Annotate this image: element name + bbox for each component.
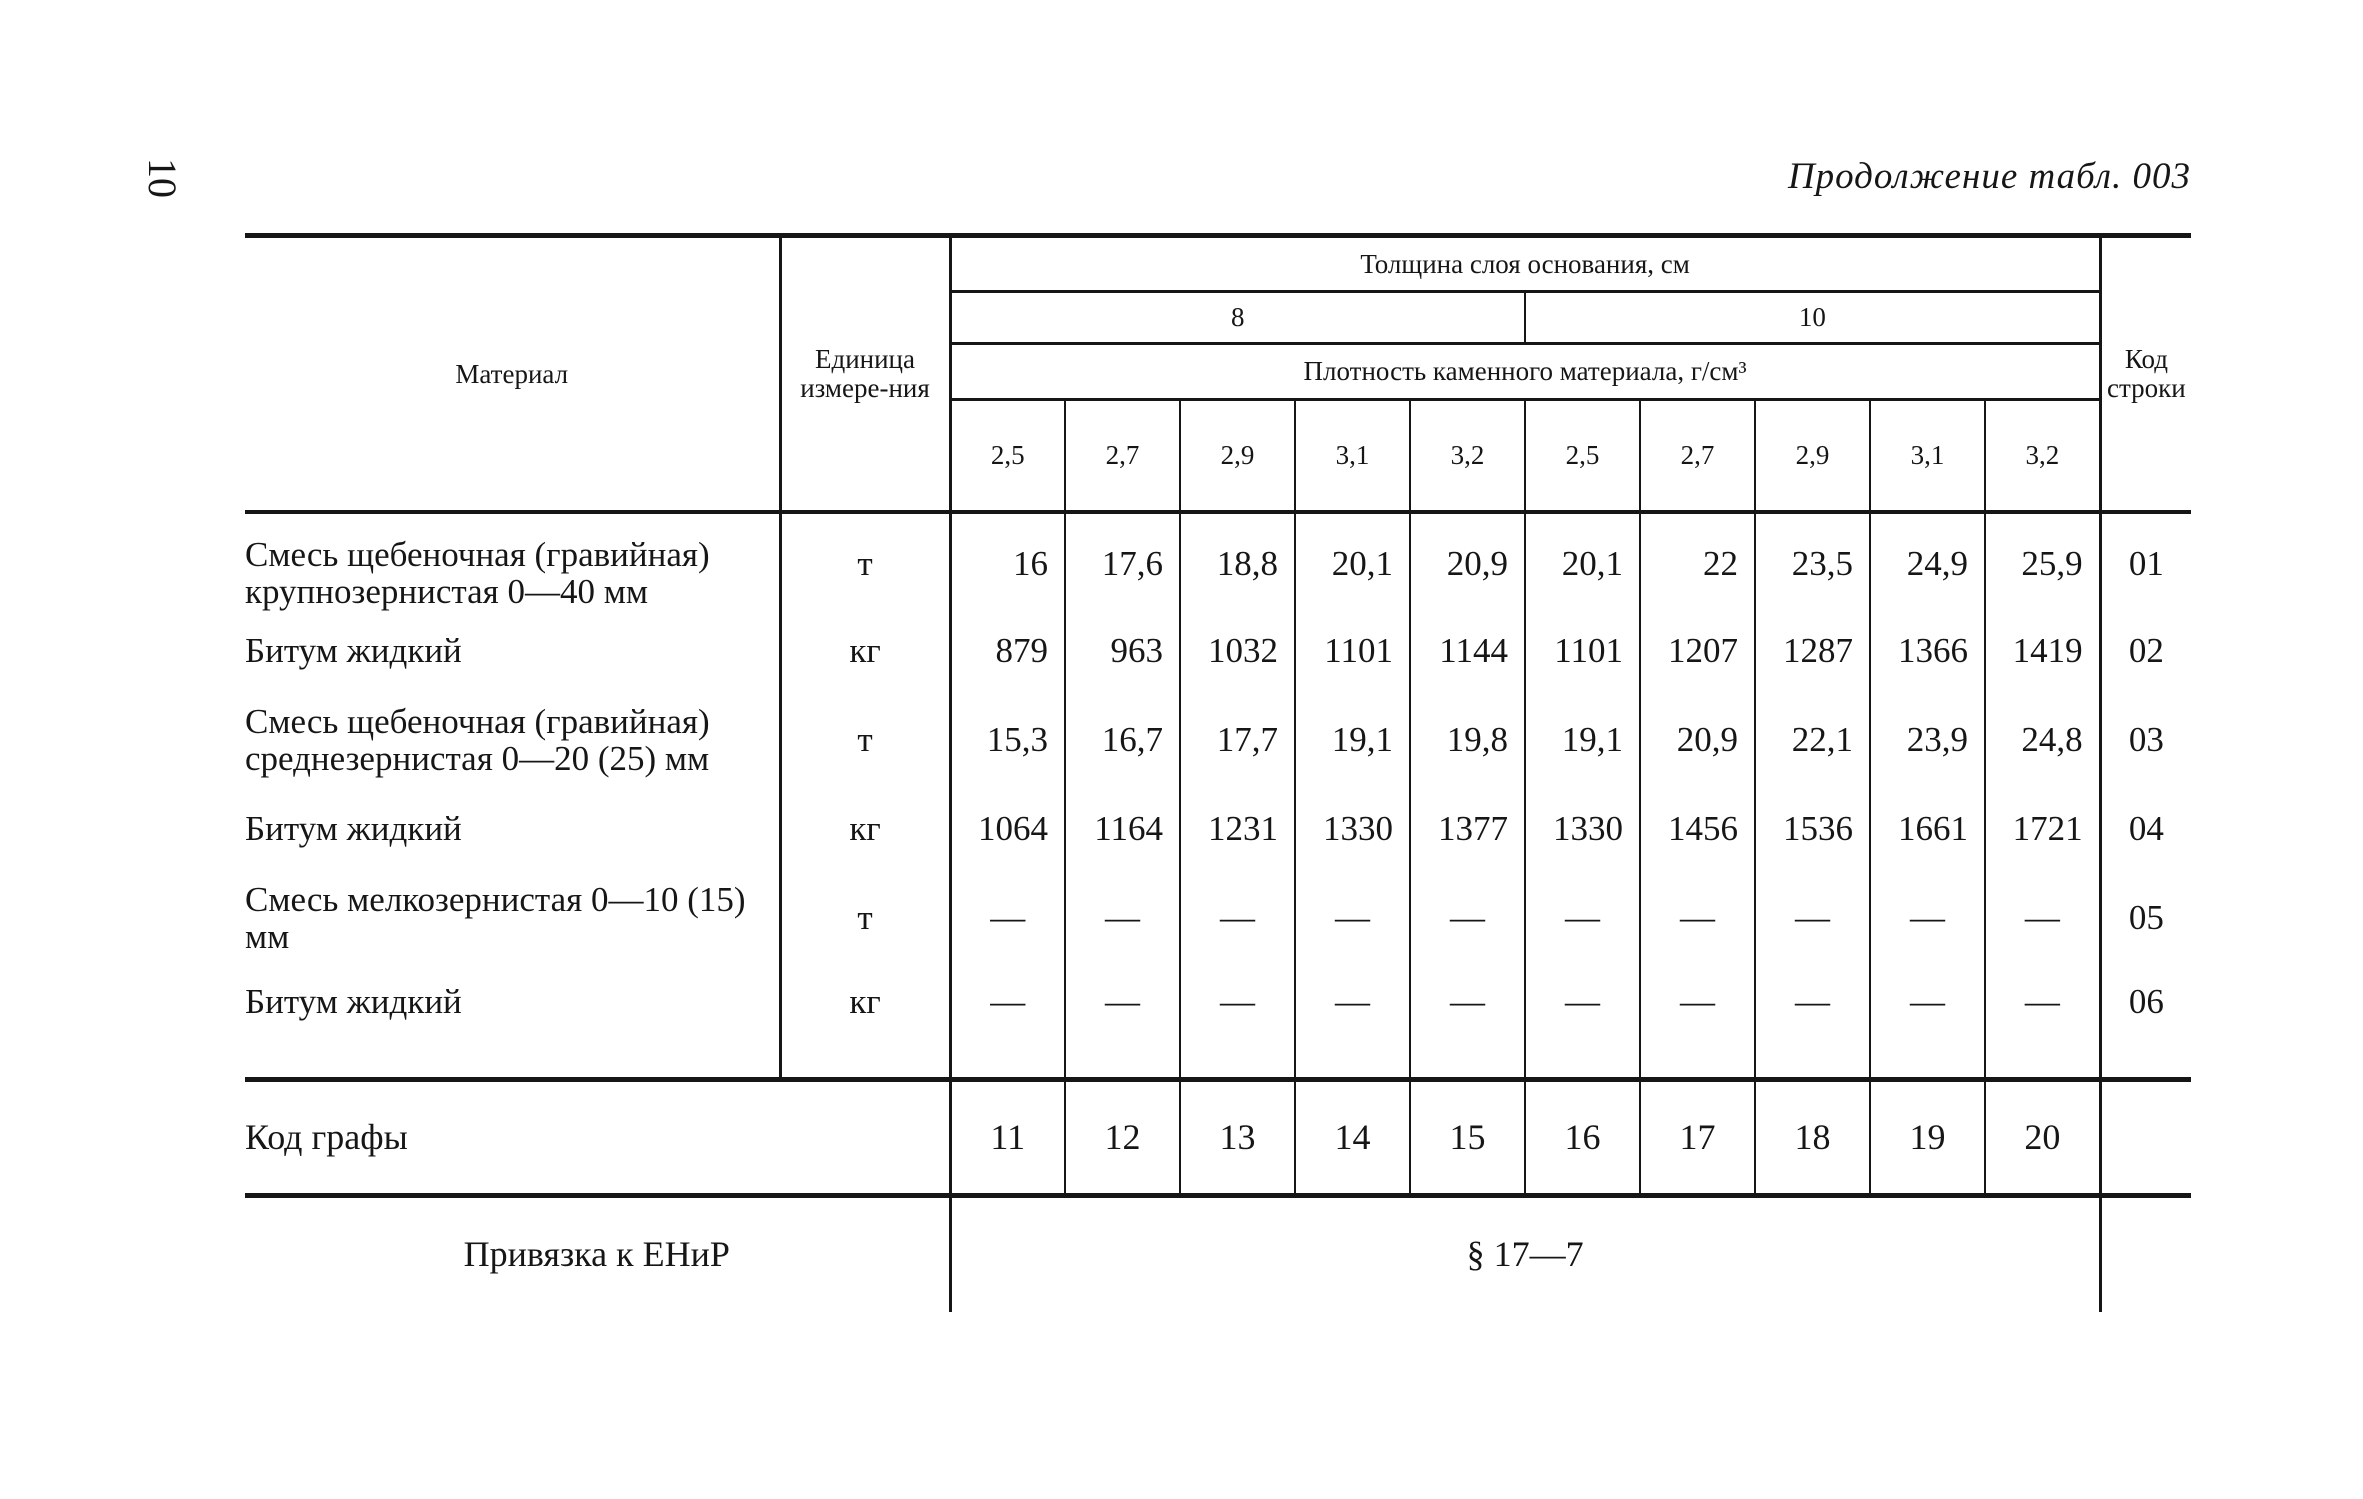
column-code-cell: 11 — [950, 1080, 1065, 1196]
value-cell: 1207 — [1640, 616, 1755, 688]
column-code-cell: 18 — [1755, 1080, 1870, 1196]
column-code-cell: 19 — [1870, 1080, 1985, 1196]
value-cell: 20,1 — [1525, 512, 1640, 616]
value-cell: — — [1640, 972, 1755, 1080]
table-row — [245, 616, 2191, 688]
unit-cell: т — [780, 688, 950, 794]
value-cell: — — [950, 972, 1065, 1080]
row-code-cell: 05 — [2100, 866, 2191, 972]
table-row — [245, 512, 2191, 616]
header-thickness-10: 10 — [1525, 292, 2100, 344]
density-cell: 3,1 — [1870, 400, 1985, 512]
header-unit: Единица измере-ния — [780, 236, 950, 512]
value-cell: — — [950, 866, 1065, 972]
value-cell: 23,9 — [1870, 688, 1985, 794]
material-name: Битум жидкий — [245, 631, 462, 671]
value-cell: 16 — [950, 512, 1065, 616]
value-cell: 20,9 — [1640, 688, 1755, 794]
row-code-cell: 03 — [2100, 688, 2191, 794]
value-cell: — — [1065, 972, 1180, 1080]
header-material: Материал — [245, 236, 780, 512]
column-code-cell: 15 — [1410, 1080, 1525, 1196]
value-cell: 963 — [1065, 616, 1180, 688]
value-cell: — — [1180, 866, 1295, 972]
value-cell: 1064 — [950, 794, 1065, 866]
row-code-cell: 06 — [2100, 972, 2191, 1080]
unit-cell: кг — [780, 972, 950, 1080]
value-cell: 1101 — [1295, 616, 1410, 688]
value-cell: 22 — [1640, 512, 1755, 616]
table-header — [245, 236, 2191, 512]
value-cell: 16,7 — [1065, 688, 1180, 794]
unit-cell: т — [780, 866, 950, 972]
column-code-cell: 14 — [1295, 1080, 1410, 1196]
column-code-cell: 16 — [1525, 1080, 1640, 1196]
value-cell: 20,1 — [1295, 512, 1410, 616]
density-cell: 2,7 — [1065, 400, 1180, 512]
row-code-cell: 04 — [2100, 794, 2191, 866]
value-cell: 1330 — [1295, 794, 1410, 866]
value-cell: 19,1 — [1525, 688, 1640, 794]
value-cell: 24,9 — [1870, 512, 1985, 616]
value-cell: 1536 — [1755, 794, 1870, 866]
value-cell: 1456 — [1640, 794, 1755, 866]
header-density-title: Плотность каменного материала, г/см³ — [950, 344, 2100, 400]
column-codes-label: Код графы — [245, 1080, 950, 1196]
table-row — [245, 866, 2191, 972]
row-code-cell: 02 — [2100, 616, 2191, 688]
continuation-label: Продолжение табл. 003 — [1787, 156, 2191, 197]
unit-cell: т — [780, 512, 950, 616]
value-cell: 15,3 — [950, 688, 1065, 794]
value-cell: 19,1 — [1295, 688, 1410, 794]
value-cell: 1101 — [1525, 616, 1640, 688]
value-cell: 1164 — [1065, 794, 1180, 866]
table-row — [245, 972, 2191, 1080]
value-cell: 1377 — [1410, 794, 1525, 866]
density-cell: 3,2 — [1985, 400, 2100, 512]
value-cell: 1330 — [1525, 794, 1640, 866]
value-cell: 23,5 — [1755, 512, 1870, 616]
norm-table — [245, 233, 2191, 1312]
value-cell: — — [1295, 972, 1410, 1080]
value-cell: — — [1640, 866, 1755, 972]
value-cell: 24,8 — [1985, 688, 2100, 794]
material-name: Битум жидкий — [245, 809, 462, 849]
value-cell: — — [1870, 866, 1985, 972]
column-code-cell: 12 — [1065, 1080, 1180, 1196]
reference-empty — [2100, 1196, 2191, 1312]
value-cell: 1144 — [1410, 616, 1525, 688]
density-cell: 3,2 — [1410, 400, 1525, 512]
value-cell: 17,7 — [1180, 688, 1295, 794]
value-cell: — — [1410, 972, 1525, 1080]
value-cell: 1032 — [1180, 616, 1295, 688]
reference-label: Привязка к ЕНиР — [245, 1196, 950, 1312]
column-code-cell: 17 — [1640, 1080, 1755, 1196]
column-code-cell: 20 — [1985, 1080, 2100, 1196]
column-codes — [245, 1080, 2191, 1312]
value-cell: — — [1985, 972, 2100, 1080]
page-number: 10 — [140, 158, 185, 198]
value-cell: 20,9 — [1410, 512, 1525, 616]
value-cell: 18,8 — [1180, 512, 1295, 616]
value-cell: — — [1525, 972, 1640, 1080]
header-thickness-8: 8 — [950, 292, 1525, 344]
value-cell: 1661 — [1870, 794, 1985, 866]
table-row — [245, 688, 2191, 794]
material-name: Смесь щебеночная (гравийная) крупнозернистая 0—40 мм — [245, 534, 710, 611]
value-cell: 1366 — [1870, 616, 1985, 688]
density-cell: 2,9 — [1180, 400, 1295, 512]
column-code-empty — [2100, 1080, 2191, 1196]
value-cell: — — [1065, 866, 1180, 972]
value-cell: 1231 — [1180, 794, 1295, 866]
value-cell: — — [1525, 866, 1640, 972]
value-cell: 25,9 — [1985, 512, 2100, 616]
density-cell: 3,1 — [1295, 400, 1410, 512]
value-cell: — — [1870, 972, 1985, 1080]
value-cell: 1419 — [1985, 616, 2100, 688]
value-cell: 1721 — [1985, 794, 2100, 866]
value-cell: 1287 — [1755, 616, 1870, 688]
material-name: Смесь мелкозернистая 0—10 (15) мм — [245, 879, 746, 956]
value-cell: 879 — [950, 616, 1065, 688]
density-cell: 2,9 — [1755, 400, 1870, 512]
density-cell: 2,5 — [950, 400, 1065, 512]
reference-value: § 17—7 — [950, 1196, 2100, 1312]
value-cell: — — [1985, 866, 2100, 972]
value-cell: 19,8 — [1410, 688, 1525, 794]
value-cell: — — [1180, 972, 1295, 1080]
value-cell: — — [1295, 866, 1410, 972]
unit-cell: кг — [780, 794, 950, 866]
value-cell: 17,6 — [1065, 512, 1180, 616]
material-name: Смесь щебеночная (гравийная) среднезернистая 0—20 (25) мм — [245, 701, 710, 778]
value-cell: — — [1755, 866, 1870, 972]
material-name: Битум жидкий — [245, 981, 462, 1021]
density-cell: 2,5 — [1525, 400, 1640, 512]
header-thickness-title: Толщина слоя основания, см — [950, 236, 2100, 292]
density-cell: 2,7 — [1640, 400, 1755, 512]
value-cell: — — [1755, 972, 1870, 1080]
value-cell: 22,1 — [1755, 688, 1870, 794]
header-row-code: Код строки — [2100, 236, 2191, 512]
row-code-cell: 01 — [2100, 512, 2191, 616]
column-code-cell: 13 — [1180, 1080, 1295, 1196]
table-body — [245, 512, 2191, 1080]
value-cell: — — [1410, 866, 1525, 972]
table-row — [245, 794, 2191, 866]
unit-cell: кг — [780, 616, 950, 688]
